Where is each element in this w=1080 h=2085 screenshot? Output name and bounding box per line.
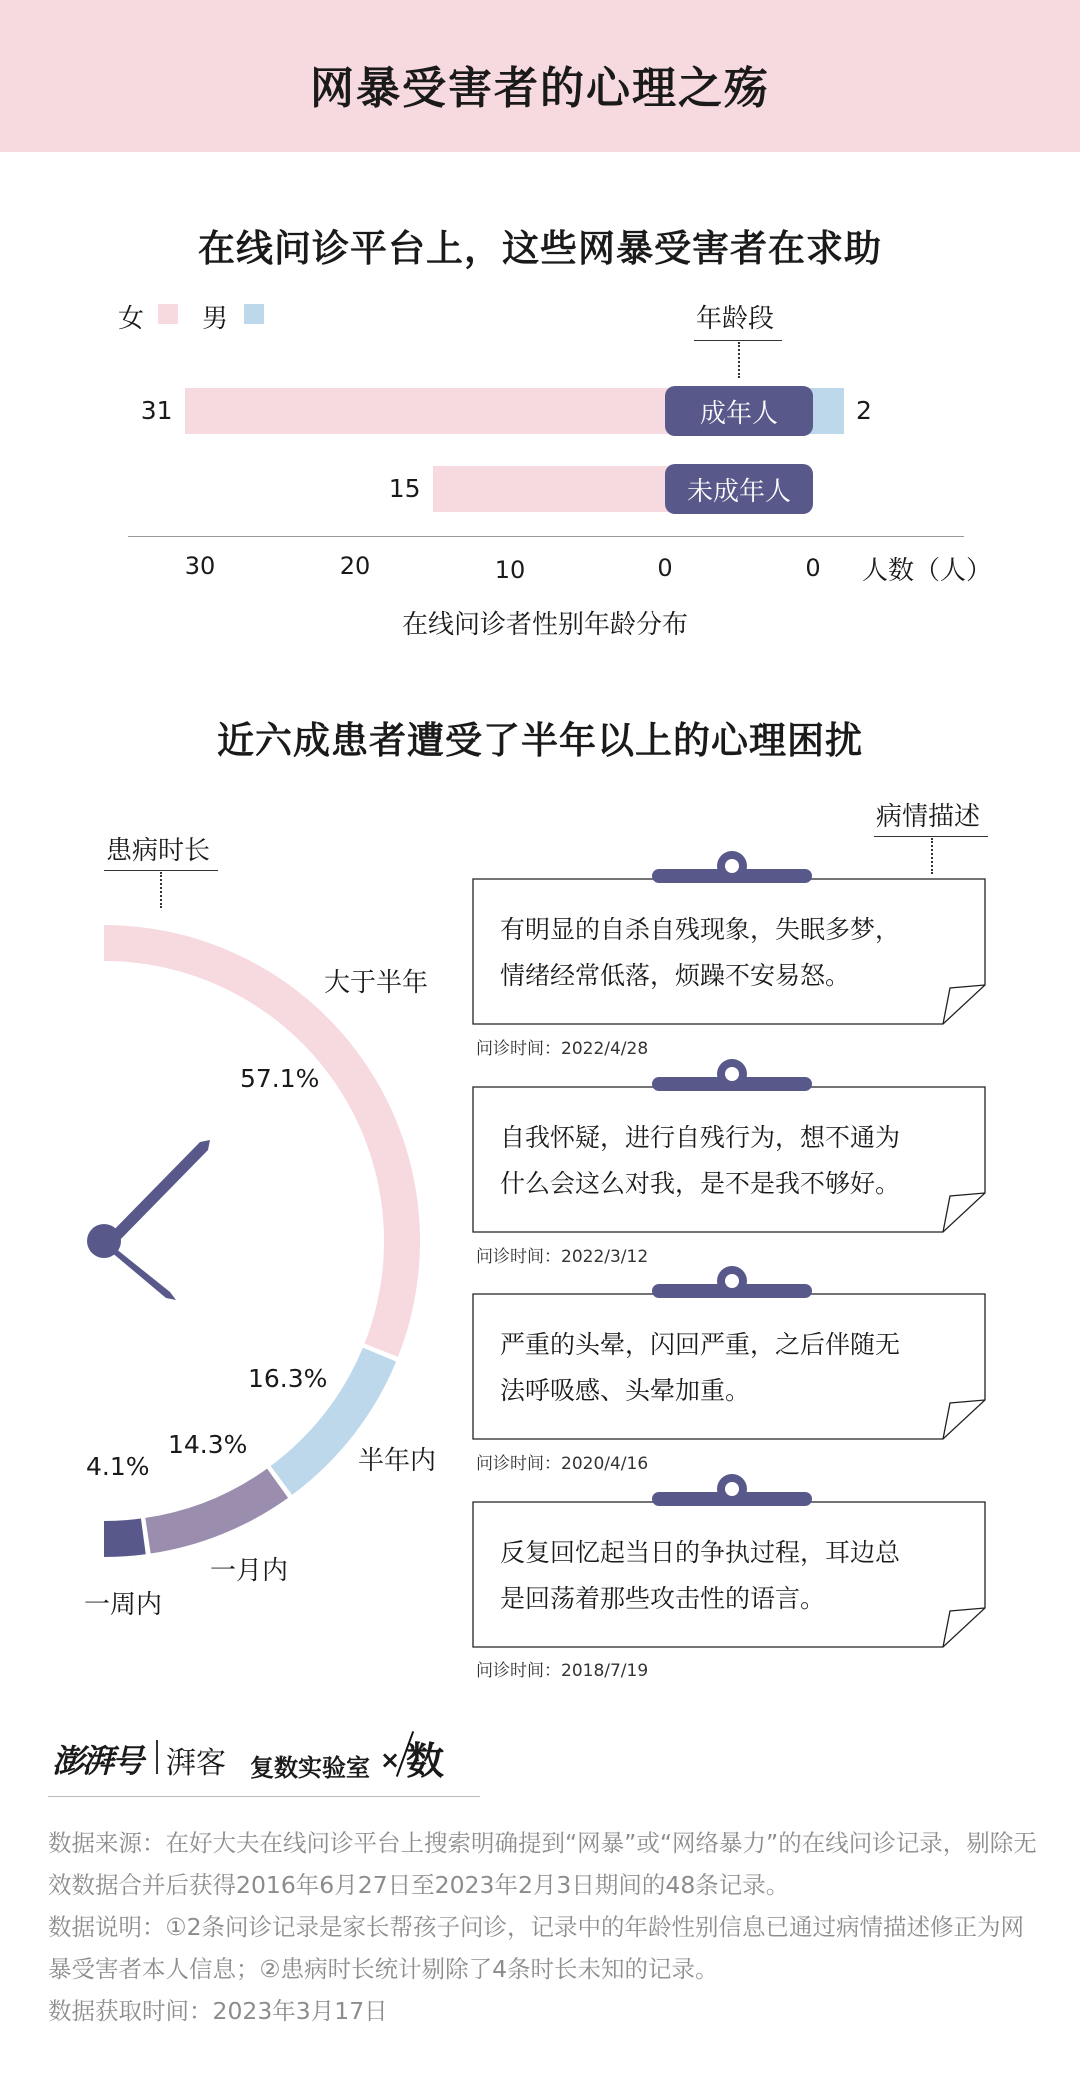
x-tick-10: 10: [494, 556, 526, 584]
pct-within-month: 14.3%: [168, 1430, 248, 1459]
section2-title: 近六成患者遭受了半年以上的心理困扰: [217, 719, 863, 762]
logo-divider: [156, 1740, 158, 1774]
donut-label-within-month: 一月内: [210, 1556, 289, 1586]
card-2-date: 问诊时间：2022/3/12: [476, 1247, 649, 1267]
section1-title: 在线问诊平台上，这些网暴受害者在求助: [198, 227, 882, 270]
card-2-text: 自我怀疑，进行自残行为，想不通为 什么会这么对我，是不是我不够好。: [500, 1123, 901, 1198]
card-3-text: 严重的头晕，闪回严重，之后伴随无 法呼吸感、头晕加重。: [500, 1330, 901, 1405]
age-group-header: 年龄段: [696, 304, 775, 334]
category-pill-adult: 成年人: [665, 386, 813, 436]
x-tick-0-left: 0: [657, 554, 673, 582]
card-1-text: 有明显的自杀自残现象，失眠多梦， 情绪经常低落，烦躁不安易怒。: [500, 915, 901, 990]
pct-within-half-year: 16.3%: [248, 1364, 328, 1393]
bar-label-female-minor: 15: [388, 474, 421, 503]
card-3-date: 问诊时间：2020/4/16: [476, 1454, 649, 1474]
description-header: 病情描述: [876, 802, 981, 832]
x-tick-20: 20: [339, 552, 371, 580]
card-1-date: 问诊时间：2022/4/28: [476, 1039, 649, 1059]
donut-label-over-half-year: 大于半年: [324, 968, 429, 998]
card-4-text: 反复回忆起当日的争执过程，耳边总 是回荡着那些攻击性的语言。: [500, 1538, 901, 1613]
chart-caption: 在线问诊者性别年龄分布: [402, 610, 689, 640]
x-tick-0-right: 0: [805, 554, 821, 582]
logo-paike: 湃客: [166, 1746, 226, 1781]
footer-divider: [48, 1796, 480, 1797]
donut-label-within-half-year: 半年内: [358, 1446, 437, 1476]
x-tick-30: 30: [184, 552, 216, 580]
bar-label-male-adult: 2: [856, 396, 872, 425]
data-retrieval-date: 数据获取时间：2023年3月17日: [48, 1997, 388, 2025]
logo-x: ×: [380, 1746, 401, 1774]
duration-header: 患病时长: [106, 836, 211, 866]
logo-pengpai: 澎湃号: [52, 1742, 143, 1780]
x-axis-unit: 人数（人）: [862, 556, 993, 586]
pct-over-half-year: 57.1%: [240, 1064, 320, 1093]
card-4-date: 问诊时间：2018/7/19: [476, 1661, 649, 1681]
data-source-note: 数据来源：在好大夫在线问诊平台上搜索明确提到“网暴”或“网络暴力”的在线问诊记录，剔除无效数据合并后获得2016年6月27日至2023年2月3日期间的48条记录。: [48, 1829, 1037, 1899]
data-explanation-note: 数据说明：①2条问诊记录是家长帮孩子问诊，记录中的年龄性别信息已通过病情描述修正为网暴受害者本人信息；②患病时长统计剔除了4条时长未知的记录。: [48, 1913, 1025, 1983]
pct-within-week: 4.1%: [86, 1452, 150, 1481]
logo-shu: 数: [406, 1739, 445, 1783]
legend-female-label: 女: [118, 304, 145, 334]
bar-label-female-adult: 31: [140, 396, 173, 425]
donut-label-within-week: 一周内: [84, 1590, 163, 1620]
legend-male-label: 男: [202, 304, 229, 334]
page-title: 网暴受害者的心理之殇: [310, 63, 770, 114]
category-pill-minor: 未成年人: [665, 464, 813, 514]
logo-lab: 复数实验室: [250, 1754, 370, 1782]
